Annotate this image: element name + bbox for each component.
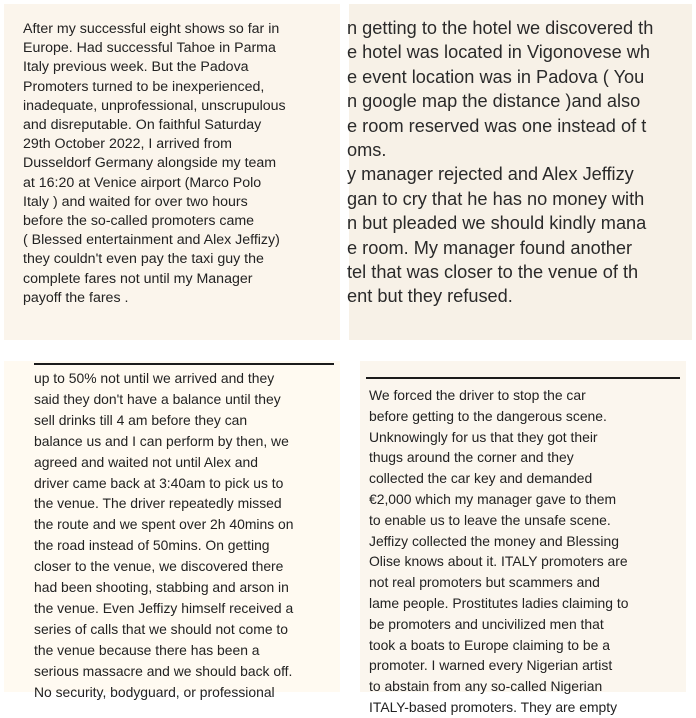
text-line: After my successful eight shows so far in: [23, 21, 280, 37]
text-line: serious massacre and we should back off.: [34, 662, 293, 679]
text-line: up to 50% not until we arrived and they: [34, 370, 275, 386]
text-line: tel that was closer to the venue of th: [347, 262, 639, 283]
text-line: to enable us to leave the unsafe scene.: [369, 511, 611, 528]
text-line: the route and we spent over 2h 40mins on: [34, 516, 294, 533]
text-line: collected the car key and demanded: [369, 470, 593, 487]
text-line: e event location was in Padova ( You: [347, 66, 645, 87]
text-panel-top-right: [349, 4, 692, 340]
text-line: n google map the distance )and also: [347, 91, 641, 112]
text-line: No security, bodyguard, or professional: [34, 683, 275, 700]
panel-text: [369, 385, 628, 718]
text-line: promoter. I warned every Nigerian artist: [369, 657, 613, 674]
text-line: ( Blessed entertainment and Alex Jeffizy): [23, 232, 280, 249]
text-line: series of calls that we should not come to: [34, 620, 289, 637]
text-line: they couldn't even pay the taxi guy the: [23, 251, 264, 268]
text-line: Dusseldorf Germany alongside my team: [23, 155, 277, 172]
text-line: e hotel was located in Vigonovese wh: [347, 42, 650, 63]
text-line: the venue. Even Jeffizy himself received a: [34, 599, 294, 616]
text-line: closer to the venue, we discovered there: [34, 558, 284, 575]
text-line: sell drinks till 4 am before they can: [34, 411, 248, 428]
text-line: payoff the fares .: [23, 289, 129, 306]
panel-text: [23, 20, 286, 308]
panel-text: [347, 16, 653, 309]
text-line: before getting to the dangerous scene.: [369, 407, 607, 424]
text-line: €2,000 which my manager gave to them: [369, 490, 617, 507]
panel-text: [34, 368, 293, 703]
text-line: lame people. Prostitutes ladies claiming to: [369, 594, 629, 611]
top-border-line: [366, 377, 680, 379]
text-line: 29th October 2022, I arrived from: [23, 136, 232, 153]
text-line: the venue. The driver repeatedly missed: [34, 495, 282, 512]
text-line: We forced the driver to stop the car: [369, 387, 586, 403]
text-line: before the so-called promoters came: [23, 213, 255, 230]
text-line: Unknowingly for us that they got their: [369, 428, 598, 445]
text-line: and disreputable. On faithful Saturday: [23, 117, 262, 134]
text-line: Olise knows about it. ITALY promoters are: [369, 553, 628, 570]
text-line: n getting to the hotel we discovered th: [347, 18, 654, 38]
text-line: e room reserved was one instead of t: [347, 115, 647, 136]
text-line: be promoters and uncivilized men that: [369, 615, 604, 632]
text-line: said they don't have a balance until they: [34, 390, 281, 407]
text-line: oms.: [347, 140, 387, 161]
text-line: n but pleaded we should kindly mana: [347, 213, 647, 234]
text-line: had been shooting, stabbing and arson in: [34, 579, 289, 596]
text-panel-bottom-right: [360, 361, 686, 715]
text-line: Jeffizy collected the money and Blessing: [369, 532, 619, 549]
text-line: y manager rejected and Alex Jeffizy: [347, 164, 634, 185]
text-line: inadequate, unprofessional, unscrupulous: [23, 97, 286, 114]
text-line: Europe. Had successful Tahoe in Parma: [23, 40, 276, 57]
text-line: Italy previous week. But the Padova: [23, 59, 249, 76]
text-line: balance us and I can perform by then, we: [34, 432, 289, 449]
text-line: took a boats to Europe claiming to be a: [369, 636, 610, 653]
text-line: the venue because there has been a: [34, 641, 260, 658]
text-line: thugs around the corner and they: [369, 449, 574, 466]
text-line: complete fares not until my Manager: [23, 270, 253, 287]
text-line: driver came back at 3:40am to pick us to: [34, 474, 284, 491]
text-line: to abstain from any so-called Nigerian: [369, 678, 603, 695]
text-line: the road instead of 50mins. On getting: [34, 537, 270, 554]
text-line: Promoters turned to be inexperienced,: [23, 78, 265, 95]
text-line: e room. My manager found another: [347, 237, 633, 258]
text-line: ITALY-based promoters. They are empty: [369, 698, 618, 715]
text-line: agreed and waited not until Alex and: [34, 453, 258, 470]
text-line: at 16:20 at Venice airport (Marco Polo: [23, 174, 262, 191]
text-panel-top-left: [4, 4, 340, 340]
text-line: Italy ) and waited for over two hours: [23, 193, 248, 210]
text-line: gan to cry that he has no money with: [347, 188, 645, 209]
top-border-line: [34, 363, 334, 365]
text-panel-bottom-left: [4, 361, 340, 700]
text-line: ent but they refused.: [347, 286, 513, 307]
text-line: not real promoters but scammers and: [369, 574, 600, 591]
